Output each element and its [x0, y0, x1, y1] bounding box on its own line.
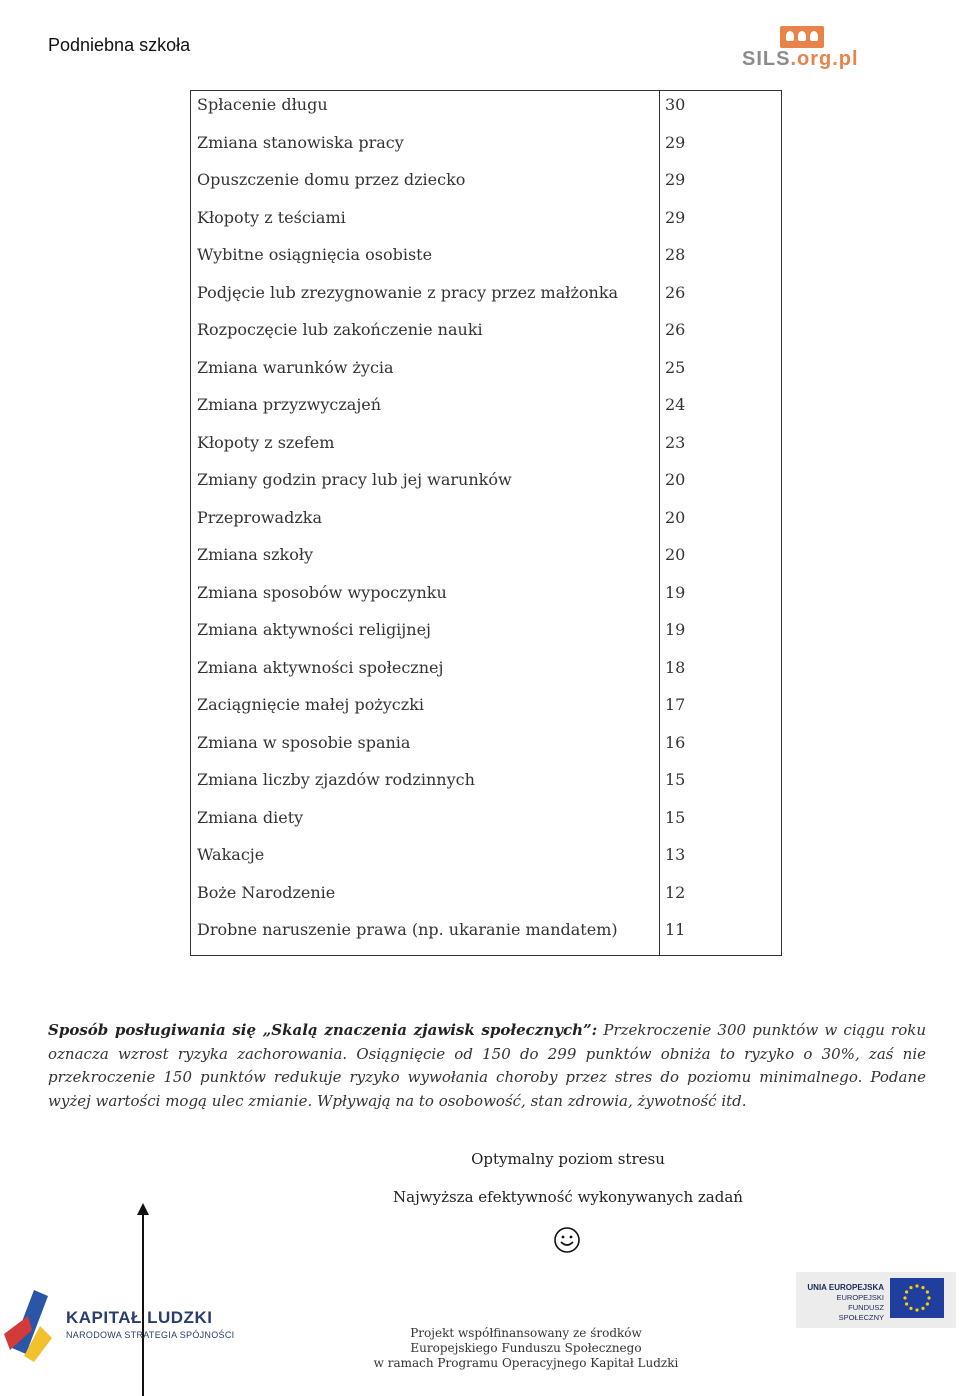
event-name: Podjęcie lub zrezygnowanie z pracy przez małżonka: [197, 282, 619, 302]
scale-instructions: [48, 1019, 926, 1113]
instructions-text: Przekroczenie 300 punktów w ciągu roku oznacza wzrost ryzyka zachorowania. Osiągnięcie od 150 do 299 punktów obniża to ryzyko o 30%, zaś nie przekroczenie 150 punktów redukuje ryzyko wywołania choroby przez stres do poziomu minimalnego. Podane wyżej wartości mogą ulec zmianie. Wpływają na to osobowość, stan zdrowia, żywotność itd.: [48, 1021, 926, 1110]
event-points: 29: [665, 170, 686, 189]
event-name: Zmiana przyzwyczajeń: [197, 395, 382, 414]
eu-flag-icon: [890, 1278, 944, 1318]
event-points: 20: [665, 507, 686, 527]
event-points: 28: [665, 245, 686, 264]
event-points: 26: [665, 320, 686, 339]
table-row: [191, 619, 781, 657]
table-row: [191, 919, 781, 957]
table-row: [191, 132, 781, 170]
eu-logo: [796, 1272, 956, 1328]
event-name: Zmiana sposobów wypoczynku: [197, 582, 447, 602]
event-points: 11: [665, 920, 686, 939]
table-row: [191, 207, 781, 245]
event-points: 20: [665, 470, 686, 489]
table-row: [191, 694, 781, 732]
kapital-ludzki-name: KAPITAŁ LUDZKI: [66, 1308, 213, 1327]
efficiency-label: Najwyższa efektywność wykonywanych zadań: [393, 1188, 743, 1206]
event-name: Kłopoty z szefem: [197, 432, 335, 452]
event-points: 20: [665, 545, 686, 564]
kapital-ludzki-subtitle: NARODOWA STRATEGIA SPÓJNOŚCI: [66, 1330, 235, 1340]
event-points: 23: [665, 432, 686, 452]
event-points: 29: [665, 132, 686, 152]
table-row: [191, 432, 781, 470]
sils-logo: [740, 24, 860, 74]
event-points: 19: [665, 582, 686, 602]
event-name: Kłopoty z teściami: [197, 207, 346, 227]
funding-line: w ramach Programu Operacyjnego Kapitał Ludzki: [373, 1356, 679, 1370]
eu-logo-text: UNIA EUROPEJSKA EUROPEJSKI FUNDUSZ SPOŁECZNY: [807, 1283, 884, 1322]
project-funding-note: [340, 1326, 712, 1371]
event-points: 15: [665, 807, 686, 827]
event-name: Wakacje: [197, 845, 265, 864]
funding-line: Europejskiego Funduszu Społecznego: [410, 1341, 642, 1355]
event-name: Wybitne osiągnięcia osobiste: [197, 245, 433, 264]
event-points: 25: [665, 357, 686, 377]
instructions-heading: Sposób posługiwania się „Skalą znaczenia zjawisk społecznych”:: [48, 1021, 598, 1039]
table-row: [191, 357, 781, 395]
event-points: 19: [665, 620, 686, 639]
table-row: [191, 844, 781, 882]
event-points: 13: [665, 845, 686, 864]
event-name: Opuszczenie domu przez dziecko: [197, 170, 466, 189]
table-row: [191, 544, 781, 582]
event-name: Zmiany godzin pracy lub jej warunków: [197, 470, 512, 489]
table-row: [191, 882, 781, 920]
table-row: [191, 657, 781, 695]
event-name: Spłacenie długu: [197, 95, 328, 114]
event-name: Zmiana liczby zjazdów rodzinnych: [197, 770, 475, 789]
table-row: [191, 319, 781, 357]
table-row: [191, 807, 781, 845]
table-row: [191, 732, 781, 770]
table-row: [191, 469, 781, 507]
sils-logo-mark: [780, 26, 824, 48]
event-points: 12: [665, 882, 686, 902]
event-points: 18: [665, 657, 686, 677]
event-name: Zmiana diety: [197, 807, 304, 827]
smiley-icon: [553, 1226, 581, 1254]
kapital-ludzki-emblem-icon: [4, 1286, 64, 1362]
optimal-stress-label: Optymalny poziom stresu: [471, 1150, 665, 1168]
table-row: [191, 507, 781, 545]
event-points: 16: [665, 732, 686, 752]
event-name: Zmiana warunków życia: [197, 357, 394, 377]
event-points: 29: [665, 207, 686, 227]
event-name: Zmiana szkoły: [197, 545, 314, 564]
table-row: [191, 244, 781, 282]
table-row: [191, 582, 781, 620]
event-name: Zmiana aktywności społecznej: [197, 657, 444, 677]
table-row: [191, 169, 781, 207]
event-name: Przeprowadzka: [197, 507, 322, 527]
event-points: 30: [665, 95, 686, 114]
table-row: [191, 282, 781, 320]
event-name: Rozpoczęcie lub zakończenie nauki: [197, 320, 483, 339]
page-header-title: Podniebna szkoła: [48, 35, 191, 55]
table-row: [191, 394, 781, 432]
event-points: 24: [665, 395, 686, 414]
funding-line: Projekt współfinansowany ze środków: [410, 1326, 642, 1340]
event-name: Drobne naruszenie prawa (np. ukaranie mandatem): [197, 920, 618, 939]
event-name: Zmiana aktywności religijnej: [197, 620, 431, 639]
table-row: [191, 769, 781, 807]
sils-logo-text: SILS.org.pl: [742, 48, 859, 70]
event-points: 26: [665, 282, 686, 302]
event-name: Zaciągnięcie małej pożyczki: [197, 695, 424, 714]
event-points: 17: [665, 695, 686, 714]
event-name: Zmiana w sposobie spania: [197, 732, 411, 752]
stress-scale-table: [190, 90, 782, 956]
event-name: Boże Narodzenie: [197, 882, 336, 902]
event-name: Zmiana stanowiska pracy: [197, 132, 404, 152]
kapital-ludzki-logo: [4, 1284, 244, 1364]
table-row: [191, 94, 781, 132]
event-points: 15: [665, 770, 686, 789]
